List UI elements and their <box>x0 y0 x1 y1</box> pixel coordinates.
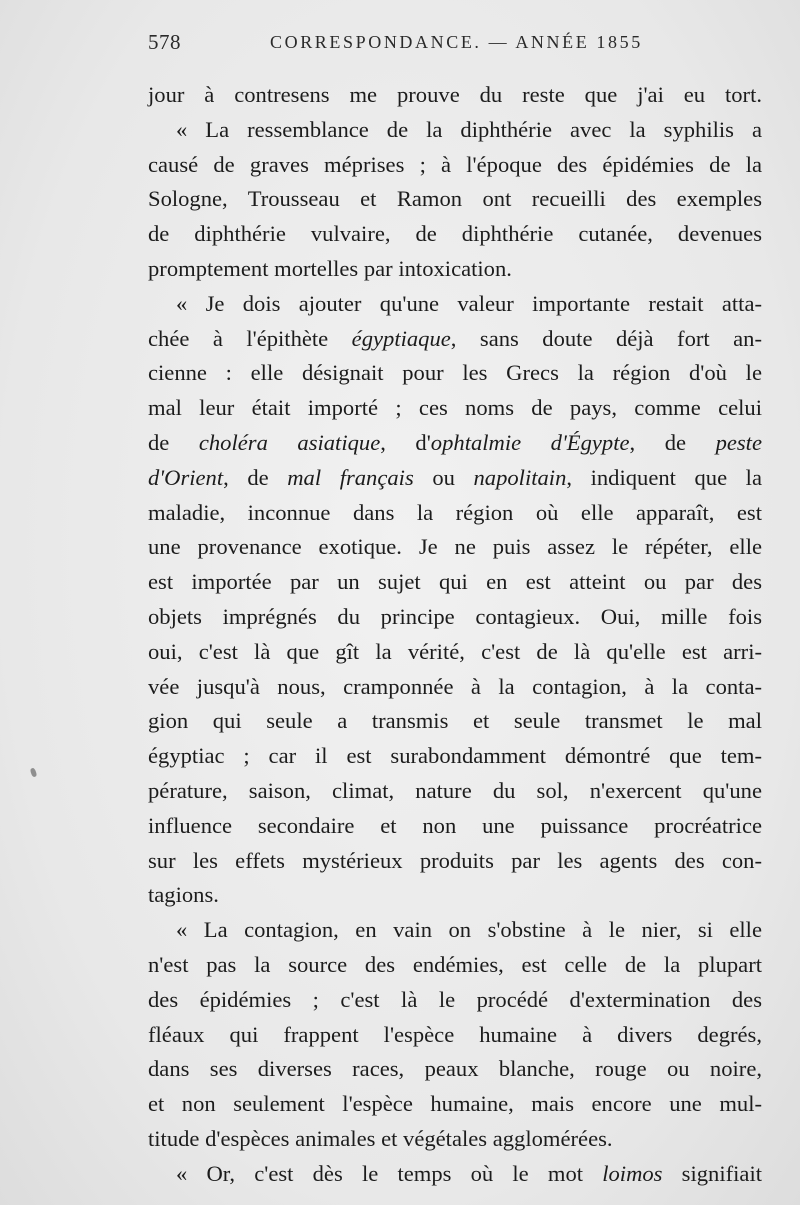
text-line <box>148 426 762 461</box>
text-line <box>148 565 762 600</box>
text-run: tagions. <box>148 882 219 908</box>
text-run: n'est pas la source des endémies, est celle de la plupart <box>148 951 762 977</box>
text-line <box>148 844 762 879</box>
text-run: « La contagion, en vain on s'obstine à le nier, si elle <box>176 917 762 943</box>
text-run: dans ses diverses races, peaux blanche, rouge ou noire, <box>148 1056 762 1082</box>
text-line <box>148 1087 762 1122</box>
text-line <box>148 704 762 739</box>
text-run: , sans doute déjà fort an- <box>450 325 762 351</box>
text-run: vée jusqu'à nous, cramponnée à la contagion, à la conta- <box>148 673 762 699</box>
text-line <box>148 774 762 809</box>
italic-text: choléra asiatique <box>198 429 381 455</box>
text-line <box>148 948 762 983</box>
text-run: gion qui seule a transmis et seule transmet le mal <box>148 708 762 734</box>
text-line <box>148 1122 762 1157</box>
running-head: CORRESPONDANCE. — ANNÉE 1855 <box>270 32 643 52</box>
italic-text: peste <box>715 429 762 455</box>
text-run: chée à l'épithète <box>148 325 352 351</box>
text-run: , indiquent que la <box>566 464 762 490</box>
text-run: signifiait <box>662 1160 762 1186</box>
text-line <box>148 878 762 913</box>
text-line <box>148 1157 762 1192</box>
text-line <box>148 530 762 565</box>
text-line <box>148 182 762 217</box>
text-run: causé de graves méprises ; à l'époque des épidémies de la <box>148 151 762 177</box>
text-run: , d' <box>380 429 431 455</box>
text-run: une provenance exotique. Je ne puis assez le répéter, elle <box>148 534 762 560</box>
text-run: jour à contresens me prouve du reste que j'ai eu tort. <box>148 82 762 107</box>
text-run: Sologne, Trousseau et Ramon ont recueilli des exemples <box>148 186 762 212</box>
text-run: , de <box>629 429 716 455</box>
text-run: oui, c'est là que gît la vérité, c'est de là qu'elle est arri- <box>148 638 762 664</box>
text-line <box>148 739 762 774</box>
page-header <box>148 30 762 60</box>
text-line <box>148 217 762 252</box>
text-run: « Je dois ajouter qu'une valeur importante restait atta- <box>176 290 762 316</box>
text-run: fléaux qui frappent l'espèce humaine à divers degrés, <box>148 1021 762 1047</box>
italic-text: ophtalmie d'Égypte <box>430 429 630 455</box>
text-run: titude d'espèces animales et végétales agglomérées. <box>148 1125 613 1151</box>
text-run: est importée par un sujet qui en est atteint ou par des <box>148 569 762 595</box>
text-run: maladie, inconnue dans la région où elle apparaît, est <box>148 499 762 525</box>
text-run: mal leur était importé ; ces noms de pays, comme celui <box>148 395 762 421</box>
text-run: « Or, c'est dès le temps où le mot <box>176 1160 603 1186</box>
text-line <box>148 600 762 635</box>
text-line <box>148 113 762 148</box>
ink-speck <box>30 767 38 777</box>
italic-text: napolitain <box>473 464 567 490</box>
text-line <box>148 461 762 496</box>
text-run: ou <box>413 464 474 490</box>
text-run: promptement mortelles par intoxication. <box>148 255 512 281</box>
text-line <box>148 983 762 1018</box>
text-run: et non seulement l'espèce humaine, mais encore une mul- <box>148 1091 762 1117</box>
text-run: des épidémies ; c'est là le procédé d'extermination des <box>148 986 762 1012</box>
text-line <box>148 1052 762 1087</box>
text-run: de <box>148 429 199 455</box>
text-line <box>148 670 762 705</box>
text-line <box>148 913 762 948</box>
text-line <box>148 1018 762 1053</box>
body-text <box>148 78 762 1192</box>
text-run: sur les effets mystérieux produits par les agents des con- <box>148 847 762 873</box>
text-line <box>148 391 762 426</box>
italic-text: d'Orient <box>148 464 224 490</box>
text-run: de diphthérie vulvaire, de diphthérie cutanée, devenues <box>148 221 762 247</box>
text-line <box>148 635 762 670</box>
page-number: 578 <box>148 30 181 54</box>
text-line <box>148 356 762 391</box>
text-line <box>148 287 762 322</box>
text-run: pérature, saison, climat, nature du sol, n'exercent qu'une <box>148 777 762 803</box>
text-line <box>148 78 762 113</box>
text-run: égyptiac ; car il est surabondamment démontré que tem- <box>148 743 762 769</box>
text-run: cienne : elle désignait pour les Grecs la région d'où le <box>148 360 762 386</box>
text-run: influence secondaire et non une puissance procréatrice <box>148 812 762 838</box>
text-line <box>148 809 762 844</box>
italic-text: mal français <box>287 464 414 490</box>
italic-text: égyptiaque <box>351 325 451 351</box>
text-run: objets imprégnés du principe contagieux. Oui, mille fois <box>148 603 762 629</box>
text-line <box>148 496 762 531</box>
text-line <box>148 322 762 357</box>
text-run: « La ressemblance de la diphthérie avec la syphilis a <box>176 116 762 142</box>
text-line <box>148 148 762 183</box>
italic-text: loimos <box>602 1160 663 1186</box>
text-line <box>148 252 762 287</box>
text-run: , de <box>223 464 288 490</box>
